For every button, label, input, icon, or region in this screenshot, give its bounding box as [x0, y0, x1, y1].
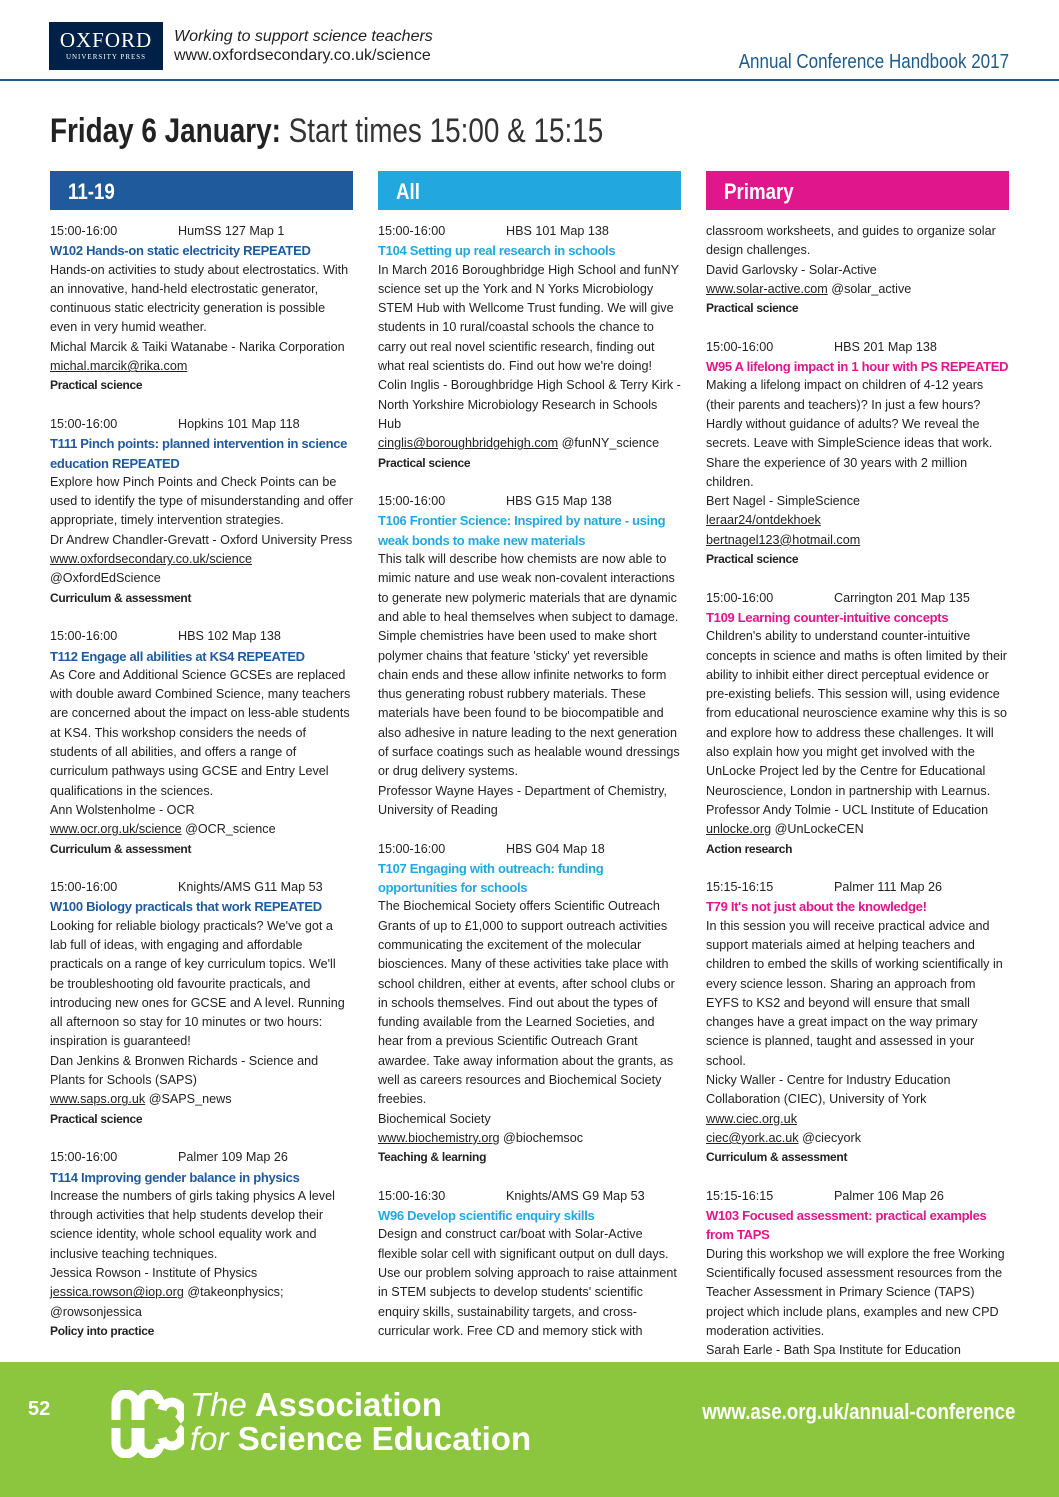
session-link[interactable]: leraar24/ontdekhoek: [706, 513, 821, 528]
session-description: classroom worksheets, and guides to organize solar design challenges.: [706, 224, 996, 258]
ase-the: The: [190, 1386, 247, 1423]
session-time: 15:00-16:30: [378, 1188, 446, 1203]
session-links: [706, 1110, 1009, 1149]
session-presenter: Professor Wayne Hayes - Department of Chemistry, University of Reading: [378, 783, 668, 817]
session-meta: [706, 1187, 1009, 1206]
session-links: [50, 820, 353, 839]
session-link[interactable]: www.solar-active.com: [706, 281, 828, 296]
session-presenter: Ann Wolstenholme - OCR: [50, 802, 195, 817]
session-time: 15:00-16:00: [50, 880, 118, 895]
session-category: Practical science: [378, 455, 471, 470]
ase-association: Association: [254, 1386, 442, 1423]
session-title[interactable]: T106 Frontier Science: Inspired by nature - using weak bonds to make new materials: [378, 513, 666, 548]
session-links: [50, 550, 353, 589]
session-link-2[interactable]: bertnagel123@hotmail.com: [706, 532, 861, 547]
column-body: [50, 210, 353, 1341]
column-heading-label: All: [396, 179, 420, 204]
session-handle: @solar_active: [831, 281, 912, 296]
session-link[interactable]: www.biochemistry.org: [378, 1130, 500, 1145]
session-links: [706, 280, 1009, 299]
session-meta: [50, 415, 353, 434]
session-presenter: Sarah Earle - Bath Spa Institute for Education: [706, 1343, 961, 1358]
title-times: Start times 15:00 & 15:15: [288, 112, 604, 150]
session-title[interactable]: T104 Setting up real research in schools: [378, 243, 616, 259]
logo-text: OXFORD: [59, 28, 153, 52]
session-link[interactable]: jessica.rowson@iop.org: [50, 1285, 184, 1300]
session-category: Action research: [706, 841, 793, 856]
session-title[interactable]: T112 Engage all abilities at KS4 REPEATED: [50, 648, 305, 664]
session-handle: @ciecyork: [802, 1130, 862, 1145]
session-link[interactable]: www.oxfordsecondary.co.uk/science: [50, 552, 253, 567]
oxford-university-press-logo[interactable]: [49, 22, 163, 70]
session-room: HBS 201 Map 138: [834, 339, 937, 354]
session-meta: [378, 222, 681, 241]
session-meta: [706, 589, 1009, 608]
session-meta: [706, 338, 1009, 357]
tagline-text: Working to support science teachers: [174, 28, 433, 45]
session-presenter: Dan Jenkins & Bronwen Richards - Science and Plants for Schools (SAPS): [50, 1053, 319, 1088]
session-category: Policy into practice: [50, 1323, 155, 1338]
session-description: Making a lifelong impact on children of 4-12 years (their parents and teachers)? In just a few hours? Hardly without guidance of adults? We reveal the secrets. Leave with SimpleScience ideas that work. Share the experience of 30 years with 2 million children.: [706, 378, 993, 489]
session-time: 15:00-16:00: [378, 224, 446, 238]
session-time: 15:00-16:00: [706, 590, 774, 605]
session-title[interactable]: T79 It's not just about the knowledge!: [706, 899, 927, 915]
session-links: [706, 820, 1009, 839]
session-link[interactable]: cinglis@boroughbridgehigh.com: [378, 436, 559, 451]
session-meta: [50, 1148, 353, 1167]
session-category: Teaching & learning: [378, 1150, 487, 1165]
column-body: [706, 210, 1009, 1399]
page-number: 52: [28, 1398, 51, 1420]
session-category: Practical science: [706, 301, 799, 316]
column-11-19: [50, 171, 353, 1361]
session-presenter: Nicky Waller - Centre for Industry Education Collaboration (CIEC), University of York: [706, 1073, 951, 1107]
session-presenter: David Garlovsky - Solar-Active: [706, 262, 877, 277]
session-presenter: Jessica Rowson - Institute of Physics: [50, 1266, 258, 1281]
session-room: Palmer 111 Map 26: [834, 880, 943, 895]
session-presenter: Colin Inglis - Boroughbridge High School & Terry Kirk - North Yorkshire Microbiology Research in Schools Hub: [378, 378, 681, 431]
session-links: [50, 1283, 353, 1322]
ase-science-education: Science Education: [237, 1420, 532, 1457]
session-presenter: Bert Nagel - SimpleScience: [706, 494, 860, 509]
column-heading-label: Primary: [724, 179, 794, 204]
session-links: [706, 511, 1009, 550]
session-meta: [50, 222, 353, 241]
session-handle: @SAPS_news: [148, 1092, 232, 1107]
session-room: Carrington 201 Map 135: [834, 590, 970, 605]
session-title[interactable]: T107 Engaging with outreach: funding opportunities for schools: [378, 860, 604, 896]
session-room: Palmer 109 Map 26: [178, 1150, 288, 1165]
handbook-title: Annual Conference Handbook 2017: [738, 51, 1009, 73]
ase-for: for: [190, 1420, 229, 1457]
session-time: 15:00-16:00: [50, 1150, 118, 1165]
session-title[interactable]: T111 Pinch points: planned intervention in science education REPEATED: [50, 436, 348, 471]
session-item: [50, 222, 353, 396]
session-links: [378, 434, 681, 453]
logo-subtext: UNIVERSITY PRESS: [65, 53, 147, 61]
column-primary: [706, 171, 1009, 1418]
session-meta: [378, 492, 681, 511]
session-item: [378, 1187, 681, 1341]
session-title[interactable]: T114 Improving gender balance in physics: [50, 1169, 300, 1185]
session-item: [50, 1148, 353, 1341]
session-title[interactable]: W103 Focused assessment: practical examples from TAPS: [706, 1208, 987, 1243]
session-category: Practical science: [706, 552, 799, 567]
session-item: [50, 415, 353, 608]
session-link[interactable]: michal.marcik@rika.com: [50, 359, 188, 374]
session-meta: [706, 878, 1009, 897]
session-title[interactable]: W102 Hands-on static electricity REPEATED: [50, 243, 311, 259]
session-room: Palmer 106 Map 26: [834, 1188, 944, 1203]
session-link[interactable]: www.ocr.org.uk/science: [50, 822, 182, 837]
session-time: 15:00-16:00: [706, 339, 774, 354]
session-room: HBS G15 Map 138: [506, 494, 612, 509]
session-category: Practical science: [50, 378, 143, 393]
session-time: 15:15-16:15: [706, 1188, 774, 1203]
session-link-2[interactable]: ciec@york.ac.uk: [706, 1130, 799, 1145]
column-all: [378, 171, 681, 1361]
session-meta: [50, 627, 353, 646]
page-title: [50, 112, 603, 151]
session-title[interactable]: W100 Biology practicals that work REPEATED: [50, 899, 322, 915]
session-handle: @takeonphysics; @rowsonjessica: [50, 1285, 284, 1319]
session-description: Hands-on activities to study about electrostatics. With an innovative, hand-held electrostatic generator, continuous static electricity generation is possible even in very humid weather.: [50, 262, 349, 335]
session-time: 15:00-16:00: [50, 629, 118, 644]
session-item: [378, 492, 681, 820]
session-item: [50, 878, 353, 1129]
session-description: Explore how Pinch Points and Check Points can be used to identify the type of misunderstanding and offer appropriate, timely intervention strategies.: [50, 474, 353, 528]
column-heading: [378, 171, 681, 210]
session-room: HBS 102 Map 138: [178, 629, 281, 644]
tagline: [174, 27, 433, 65]
session-description: The Biochemical Society offers Scientific Outreach Grants of up to £1,000 to support outreach activities communicating the excitement of the molecular biosciences. Many of these activities take place with school children, either at events, after school clubs or in schools themselves. Find out about the types of funding available from the Learned Societies, and hear from a previous Scientific Outreach Grant awardee. Take away information about the grants, as well as careers resources and Biochemical Society freebies.: [378, 899, 675, 1107]
session-category: Curriculum & assessment: [706, 1150, 848, 1165]
page-header: [0, 0, 1059, 82]
session-handle: @OxfordEdScience: [50, 571, 161, 586]
session-links: [378, 1129, 681, 1148]
session-handle: @biochemsoc: [503, 1130, 584, 1145]
session-item: [706, 338, 1009, 570]
session-handle: @OCR_science: [185, 822, 276, 837]
column-heading: [50, 171, 353, 210]
column-heading-label: 11-19: [68, 179, 115, 204]
session-description: During this workshop we will explore the free Working Scientifically focused assessment resources from the Teacher Assessment in Primary Science (TAPS) project which include plans, examples and new CPD moderation activities.: [706, 1246, 1005, 1338]
column-heading: [706, 171, 1009, 210]
session-time: 15:00-16:00: [378, 841, 446, 856]
session-presenter: Professor Andy Tolmie - UCL Institute of Education: [706, 802, 989, 817]
session-room: HumSS 127 Map 1: [178, 224, 285, 238]
session-category: Practical science: [50, 1111, 143, 1126]
session-links: [50, 1090, 353, 1109]
session-time: 15:15-16:15: [706, 880, 774, 895]
session-meta: [50, 878, 353, 897]
ase-logo-icon: [110, 1390, 184, 1458]
session-room: HBS G04 Map 18: [506, 841, 605, 856]
session-description: As Core and Additional Science GCSEs are replaced with double award Combined Science, many teachers are concerned about the impact on less-able students at KS4. This workshop considers the needs of students of all abilities, and offers a range of curriculum pathways using GCSE and Entry Level qualifications in the sciences.: [50, 667, 351, 798]
session-meta: [378, 1187, 681, 1206]
session-time: 15:00-16:00: [50, 224, 118, 238]
session-description: Increase the numbers of girls taking physics A level through activities that help students develop their science identity, whole school equality work and inclusive teaching techniques.: [50, 1188, 335, 1261]
session-category: Curriculum & assessment: [50, 841, 192, 856]
session-time: 15:00-16:00: [50, 416, 118, 431]
ase-conference-link[interactable]: www.ase.org.uk/annual-conference: [701, 1399, 1015, 1424]
session-title[interactable]: W96 Develop scientific enquiry skills: [378, 1208, 595, 1224]
session-description: Children's ability to understand counter-intuitive concepts in science and maths is often limited by their ability to inhibit either direct perceptual evidence or pre-existing beliefs. This session will, using evidence from educational neuroscience examine why this is so and explore how to address these challenges. It will also explain how you might get involved with the UnLocke Project led by the Centre for Educational Neuroscience, London in partnership with Learnus.: [706, 629, 1008, 798]
ase-wordmark: [190, 1388, 531, 1456]
session-handle: @UnLockeCEN: [774, 822, 864, 837]
title-day: Friday 6 January:: [50, 112, 281, 150]
session-link[interactable]: www.ciec.org.uk: [706, 1111, 797, 1126]
session-description: Looking for reliable biology practicals? We've got a lab full of ideas, with engaging and affordable practicals on a range of key curriculum topics. We'll be troubleshooting old favourite practicals, and introducing new ones for GCSE and A level. Running all afternoon so stay for 10 minutes or two hours: inspiration is guaranteed!: [50, 918, 345, 1049]
session-room: Knights/AMS G9 Map 53: [506, 1188, 645, 1203]
session-presenter: Michal Marcik & Taiki Watanabe - Narika Corporation: [50, 339, 345, 354]
session-item: [50, 627, 353, 859]
session-item: [378, 222, 681, 473]
session-link[interactable]: unlocke.org: [706, 822, 772, 837]
session-link[interactable]: www.saps.org.uk: [50, 1092, 146, 1107]
session-item: [706, 878, 1009, 1167]
session-continued: [706, 222, 1009, 318]
session-item: [378, 840, 681, 1168]
session-description: Design and construct car/boat with Solar-Active flexible solar cell with significant output on dull days. Use our problem solving approach to raise attainment in STEM subjects to develop students' scientific enquiry skills, sustainability targets, and cross-curricular work. Free CD and memory stick with: [378, 1227, 677, 1338]
session-item: [706, 589, 1009, 859]
session-meta: [378, 840, 681, 859]
session-room: Knights/AMS G11 Map 53: [178, 880, 323, 895]
session-room: Hopkins 101 Map 118: [178, 416, 300, 431]
session-presenter: Dr Andrew Chandler-Grevatt - Oxford University Press: [50, 532, 353, 547]
session-handle: @funNY_science: [561, 436, 660, 451]
oup-url-link[interactable]: www.oxfordsecondary.co.uk/science: [174, 47, 431, 64]
session-time: 15:00-16:00: [378, 494, 446, 509]
header-divider: [0, 79, 1059, 81]
footer-band: [0, 1362, 1059, 1497]
session-description: In March 2016 Boroughbridge High School and funNY science set up the York and N Yorks Microbiology STEM Hub with Wellcome Trust funding. We will give students in 10 rural/coastal schools the chance to carry out real novel scientific research, finding out what real scientists do. Find out how we're doing!: [378, 262, 679, 374]
session-description: This talk will describe how chemists are now able to mimic nature and use weak non-covalent interactions to generate new polymeric materials that are dynamic and able to heal themselves when subject to damage. Simple chemistries have been used to make short polymer chains that feature 'sticky' yet reversible chain ends and these allow infinite networks to form thus generating robust rubbery materials. These materials have been found to be biocompatible and also adhesive in nature leading to the next generation of surface coatings such as healable wound dressings or drug delivery systems.: [378, 552, 680, 779]
session-title[interactable]: W95 A lifelong impact in 1 hour with PS REPEATED: [706, 359, 1009, 375]
session-description: In this session you will receive practical advice and support materials aimed at helping teachers and children to embed the skills of working scientifically in every science lesson. Sharing an approach from EYFS to KS2 and beyond will ensure that small changes have a great impact on the way primary science is planned, taught and assessed in your school.: [706, 918, 1003, 1068]
session-category: Curriculum & assessment: [50, 590, 192, 605]
session-room: HBS 101 Map 138: [506, 224, 609, 238]
column-body: [378, 210, 681, 1341]
session-title[interactable]: T109 Learning counter-intuitive concepts: [706, 609, 949, 625]
session-links: [50, 357, 353, 376]
session-presenter: Biochemical Society: [378, 1111, 491, 1126]
